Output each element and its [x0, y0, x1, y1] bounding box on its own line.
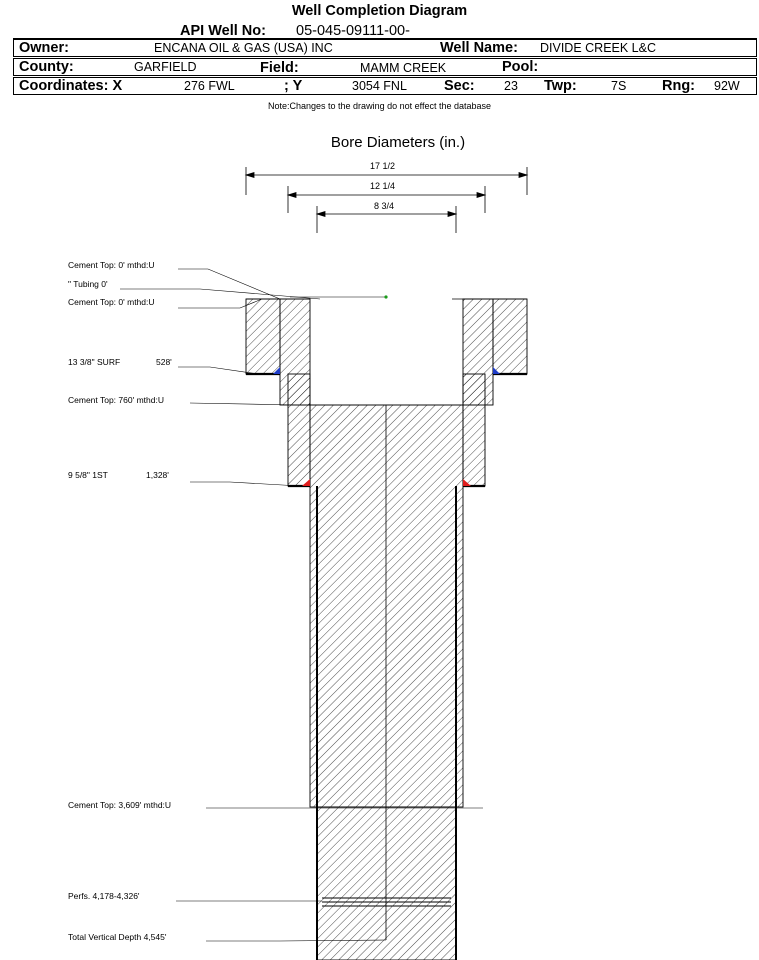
coordinates-label: Coordinates: X: [19, 78, 123, 94]
owner-label: Owner:: [19, 40, 69, 56]
bore-diameter-label: 8 3/4: [374, 201, 395, 211]
dimension-lines: [246, 167, 527, 233]
cement-top-label: Cement Top: 0' mthd:U: [68, 297, 155, 307]
pool-label: Pool:: [502, 59, 539, 75]
surf-depth-label: 528': [156, 357, 172, 367]
x-value: 276 FWL: [184, 79, 235, 93]
county-label: County:: [19, 59, 74, 75]
rng-label: Rng:: [662, 78, 696, 94]
api-value: 05-045-09111-00-: [296, 23, 410, 39]
bore-diameter-label: 12 1/4: [370, 181, 396, 191]
tvd-label: Total Vertical Depth 4,545': [68, 932, 167, 942]
first-casing-label: 9 5/8" 1ST: [68, 470, 108, 480]
diagram-title: Well Completion Diagram: [291, 3, 468, 19]
cement-top-label: Cement Top: 760' mthd:U: [68, 395, 164, 405]
county-value: GARFIELD: [134, 60, 197, 74]
well-name-label: Well Name:: [440, 40, 518, 56]
twp-label: Twp:: [544, 78, 577, 94]
sec-value: 23: [504, 79, 518, 93]
field-value: MAMM CREEK: [360, 61, 447, 75]
y-label: ; Y: [284, 78, 303, 94]
owner-value: ENCANA OIL & GAS (USA) INC: [154, 41, 333, 55]
twp-value: 7S: [611, 79, 627, 93]
tubing-marker: [384, 295, 387, 298]
rng-value: 92W: [714, 79, 740, 93]
database-note: Note:Changes to the drawing do not effect the database: [268, 101, 491, 111]
well-name-value: DIVIDE CREEK L&C: [540, 41, 657, 55]
sec-label: Sec:: [444, 78, 475, 94]
field-label: Field:: [260, 60, 299, 76]
api-label: API Well No:: [180, 23, 266, 39]
bore-diameter-label: 17 1/2: [370, 161, 396, 171]
cement-top-label: Cement Top: 3,609' mthd:U: [68, 800, 172, 810]
y-value: 3054 FNL: [352, 79, 407, 93]
surf-casing-label: 13 3/8" SURF: [68, 357, 121, 367]
perfs-label: Perfs. 4,178-4,326': [68, 891, 140, 901]
bore-diameters-title: Bore Diameters (in.): [330, 134, 466, 151]
first-depth-label: 1,328': [146, 470, 169, 480]
cement-top-label: Cement Top: 0' mthd:U: [68, 260, 155, 270]
tubing-label: " Tubing 0': [68, 279, 108, 289]
bore-hatch: [310, 405, 463, 960]
